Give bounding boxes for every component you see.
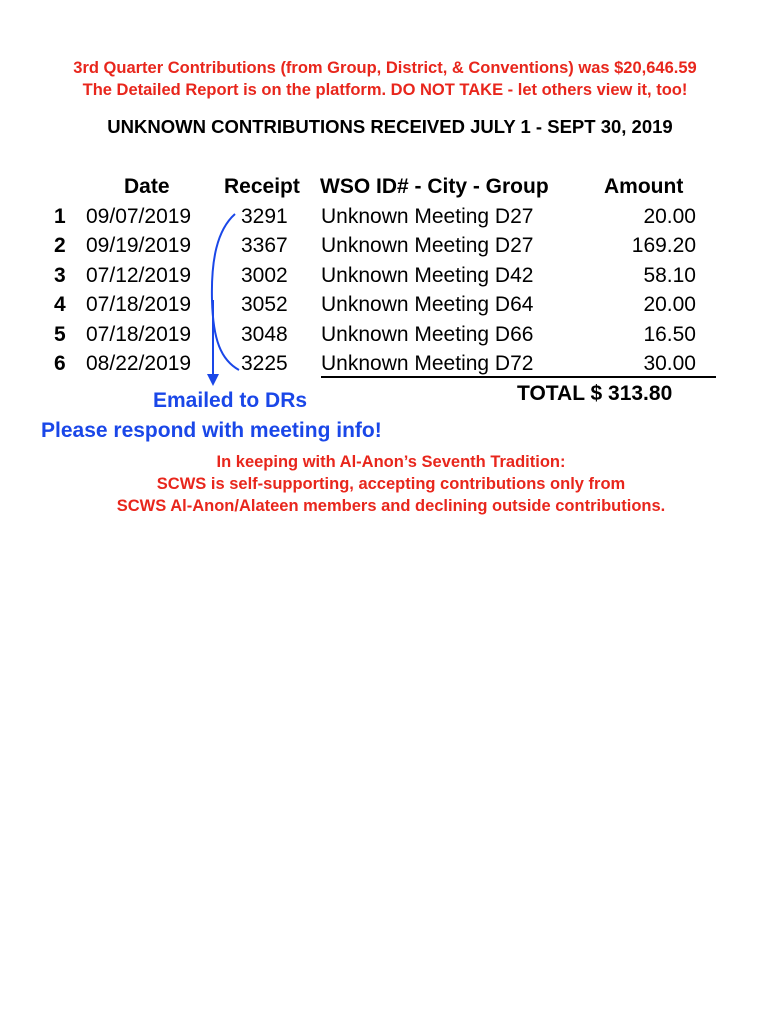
total-divider-line	[321, 376, 716, 378]
row-number: 6	[54, 352, 66, 375]
row-receipt: 3002	[241, 264, 288, 287]
emailed-to-drs-label: Emailed to DRs	[153, 389, 308, 412]
row-amount: 30.00	[643, 352, 696, 375]
header-date: Date	[124, 175, 170, 198]
header-amount: Amount	[604, 175, 684, 198]
tradition-heading: In keeping with Al-Anon’s Seventh Tradition:	[216, 453, 566, 471]
row-receipt: 3052	[241, 293, 288, 316]
row-amount: 20.00	[643, 293, 696, 316]
row-number: 3	[54, 264, 66, 287]
header-group: WSO ID# - City - Group	[320, 175, 549, 198]
row-group: Unknown Meeting D66	[321, 323, 534, 346]
row-number: 1	[54, 205, 66, 228]
total-amount: TOTAL $ 313.80	[517, 382, 673, 405]
bracket-arrow-icon	[195, 200, 255, 390]
row-number: 5	[54, 323, 66, 346]
row-group: Unknown Meeting D27	[321, 205, 534, 228]
row-receipt: 3367	[241, 234, 288, 257]
row-receipt: 3225	[241, 352, 288, 375]
respond-request-label: Please respond with meeting info!	[41, 419, 382, 442]
row-date: 09/19/2019	[86, 234, 192, 257]
row-amount: 20.00	[643, 205, 696, 228]
row-amount: 58.10	[643, 264, 696, 287]
row-group: Unknown Meeting D72	[321, 352, 534, 375]
row-amount: 169.20	[631, 234, 696, 257]
row-receipt: 3291	[241, 205, 288, 228]
row-group: Unknown Meeting D42	[321, 264, 534, 287]
row-number: 2	[54, 234, 66, 257]
row-date: 09/07/2019	[86, 205, 192, 228]
row-group: Unknown Meeting D64	[321, 293, 534, 316]
contributions-table	[0, 0, 770, 420]
row-group: Unknown Meeting D27	[321, 234, 534, 257]
row-date: 07/12/2019	[86, 264, 192, 287]
row-receipt: 3048	[241, 323, 288, 346]
row-date: 08/22/2019	[86, 352, 192, 375]
row-amount: 16.50	[643, 323, 696, 346]
tradition-line-3: SCWS Al-Anon/Alateen members and declining outside contributions.	[116, 497, 666, 515]
quarter-contributions-banner: 3rd Quarter Contributions (from Group, District, & Conventions) was $20,646.59	[73, 59, 697, 77]
report-title: UNKNOWN CONTRIBUTIONS RECEIVED JULY 1 - SEPT 30, 2019	[107, 116, 673, 137]
header-receipt: Receipt	[224, 175, 300, 198]
detailed-report-notice: The Detailed Report is on the platform. DO NOT TAKE - let others view it, too!	[82, 81, 688, 99]
tradition-line-2: SCWS is self-supporting, accepting contributions only from	[156, 475, 626, 493]
row-date: 07/18/2019	[86, 323, 192, 346]
row-date: 07/18/2019	[86, 293, 192, 316]
row-number: 4	[54, 293, 66, 316]
